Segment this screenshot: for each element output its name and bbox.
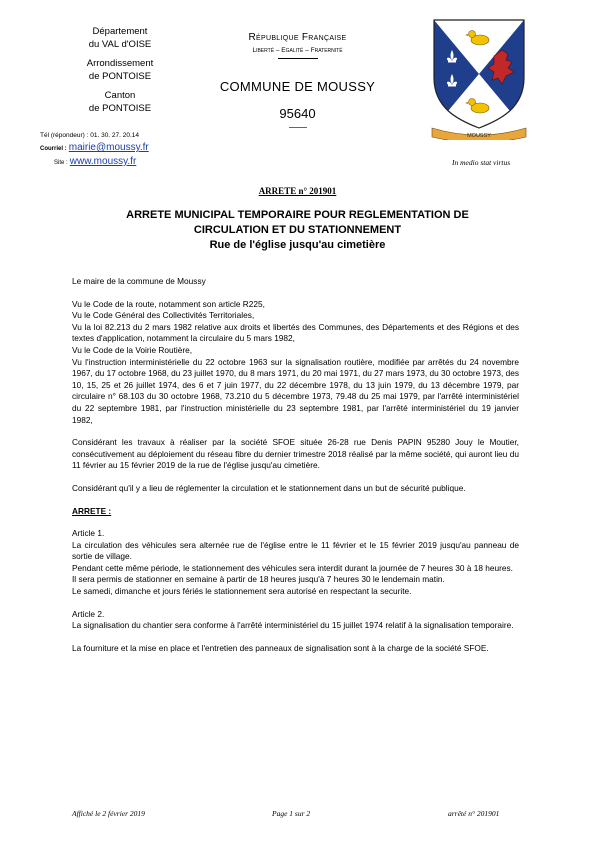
arrondissement-line-1: Arrondissement	[86, 58, 154, 69]
department-block	[50, 25, 190, 121]
document-body	[72, 276, 519, 654]
vu-paragraph: Vu le Code de la route, notamment son article R225,	[72, 298, 265, 309]
republic-block	[215, 32, 380, 128]
website-link[interactable]: www.moussy.fr	[69, 156, 137, 167]
title-line: CIRCULATION ET DU STATIONNEMENT	[193, 224, 402, 236]
commune-name: COMMUNE DE MOUSSY	[219, 79, 376, 94]
article-2-paragraph: La signalisation du chantier sera conforme à l'arrêté interministériel du 15 juillet 1974 relatif à la signalisation temporaire.	[72, 620, 514, 631]
republic-motto: Liberté – Egalité – Fraternité	[252, 47, 343, 54]
document-title	[60, 208, 535, 253]
considerant-paragraph: Considérant les travaux à réaliser par la société SFOE située 26-28 rue Denis PAPIN 95280 Jouy le Moutier, consécutivement au déploiement du réseau fibre du dernier trimestre 2018 réalisé par la même société, qui auront lieu du 11 février au 15 février 2019 de la rue de l'église jusqu'au cimetière.	[72, 437, 519, 471]
intro-paragraph: Le maire de la commune de Moussy	[72, 276, 206, 286]
article-2-paragraph: La fourniture et la mise en place et l'entretien des panneaux de signalisation sont à la charge de la société SFOE.	[72, 642, 489, 653]
vu-paragraph: Vu le Code Général des Collectivités Territoriales,	[72, 310, 255, 321]
footer-posted-date: Affiché le 2 février 2019	[72, 809, 145, 818]
article-1-paragraph: Il sera permis de stationner en semaine à partir de 18 heures jusqu'à 7 heures 30 le lendemain matin.	[72, 574, 445, 585]
dept-line-1: Département	[92, 26, 148, 37]
site-label: Site :	[54, 160, 68, 166]
vu-paragraph: Vu le Code de la Voirie Routière,	[72, 344, 193, 355]
arrete-number	[0, 186, 595, 196]
footer-reference: arrêté n° 201901	[448, 809, 500, 818]
canton-line-1: Canton	[104, 90, 136, 101]
article-2-title: Article 2.	[72, 608, 105, 619]
contact-block	[40, 130, 200, 169]
considerant-paragraph: Considérant qu'il y a lieu de réglementer la circulation et le stationnement dans un but de sécurité publique.	[72, 482, 466, 493]
title-line: ARRETE MUNICIPAL TEMPORAIRE POUR REGLEMENTATION DE	[126, 209, 469, 221]
arrondissement-line-2: de PONTOISE	[88, 71, 152, 82]
vu-paragraph: Vu l'instruction interministérielle du 22 octobre 1963 sur la signalisation routière, modifiée par arrêtés du 24 novembre 1967, du 17 octobre 1968, du 23 juillet 1970, du 8 mars 1971, du 20 mai 1971, du 27 mars 1973, du 30 octobre 1973, des 10, 15, 25 et 26 juillet 1974, des 6 et 7 juin 1977, du 22 décembre 1978, du 13 juin 1979, du 13 décembre 1979, par circulaire n° 68.103 du 30 octobre 1968, 73.210 du 5 décembre 1973, 79.48 du 25 mai 1979, par l'arrêté interministériel du 22 septembre 1981, par l'instruction ministérielle du 23 septembre 1981, par l'arrêté interministériel du 19 janvier 1982,	[72, 356, 519, 425]
tel-label: Tél (répondeur) :	[40, 132, 89, 139]
article-1-paragraph: Pendant cette même période, le stationnement des véhicules sera interdit durant la journée de 7 heures 30 à 18 heures.	[72, 562, 513, 573]
email-link[interactable]: mairie@moussy.fr	[68, 142, 149, 153]
republic-title: République Française	[248, 32, 347, 43]
article-1-paragraph: La circulation des véhicules sera alternée rue de l'église entre le 11 février et le 15 février 2019 jusqu'au panneau de sortie de village.	[72, 539, 519, 562]
vu-paragraph: Vu la loi 82.213 du 2 mars 1982 relative aux droits et libertés des Communes, des Départements et des Régions et des textes d'application, notamment la circulaire du 5 mars 1982,	[72, 321, 519, 344]
postal-code: 95640	[279, 106, 316, 121]
title-line: Rue de l'église jusqu'au cimetière	[209, 239, 386, 251]
divider	[278, 58, 318, 59]
arrete-number-text: ARRETE n° 201901	[258, 186, 337, 196]
crest-banner-text: MOUSSY	[467, 133, 491, 139]
coat-of-arms	[428, 16, 530, 140]
arrete-label: ARRETE :	[72, 505, 112, 516]
footer-page-number: Page 1 sur 2	[272, 809, 311, 818]
divider	[289, 127, 307, 128]
article-1-title: Article 1.	[72, 528, 105, 539]
latin-motto: In medio stat virtus	[452, 158, 511, 167]
dept-line-2: du VAL d'OISE	[88, 39, 152, 50]
canton-line-2: de PONTOISE	[88, 103, 152, 114]
article-1-paragraph: Le samedi, dimanche et jours fériés le stationnement sera autorisé en respectant la securite.	[72, 586, 412, 597]
tel-value: 01. 30. 27. 20.14	[90, 132, 140, 139]
email-label: Courriel :	[40, 146, 67, 152]
